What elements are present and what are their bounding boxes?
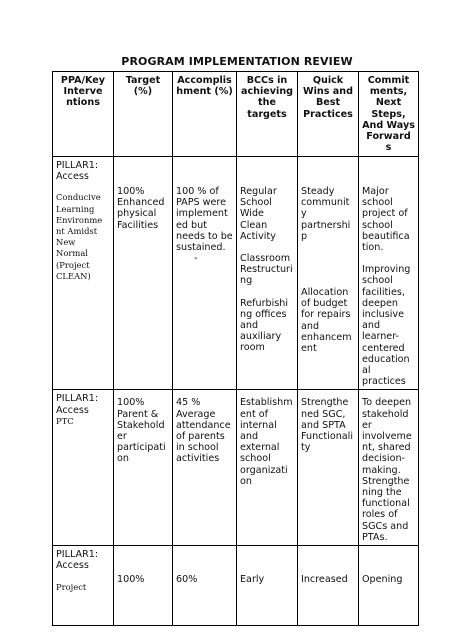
header-accomplishment: Accomplis hment (%) [173, 72, 237, 157]
accomplishment-cell [173, 546, 237, 626]
ppa-text: Conducive Learning Environme nt Amidst New Normal (Project CLEAN) [56, 192, 103, 281]
ppa-text: PTC [56, 415, 74, 426]
bcc-item: Early [240, 574, 265, 586]
commitments-cell [359, 157, 419, 390]
accomplishment-cell [173, 157, 237, 390]
quick-win-item: Strengthe ned SGC, and SPTA Functionali ty [301, 397, 354, 454]
bccs-cell [237, 157, 298, 390]
ppa-cell [53, 546, 114, 626]
header-bccs: BCCs in achieving the targets [237, 72, 298, 157]
ppa-cell [53, 390, 114, 546]
target-text: 100% Parent & Stakehold er participati on [117, 397, 166, 465]
header-ppa: PPA/Key Interve ntions [53, 72, 114, 157]
bcc-item: Refurbishi ng offices and auxiliary room [240, 297, 289, 354]
commitments-cell [359, 390, 419, 546]
table-row [53, 157, 419, 390]
quick-wins-cell [298, 390, 359, 546]
header-commitments: Commit ments, Next Steps, And Ways Forward s [359, 72, 419, 157]
accomplishment-text: 60% [176, 574, 198, 586]
quick-wins-cell [298, 546, 359, 626]
bcc-item: Establishm ent of internal and external school organizati on [240, 397, 293, 487]
program-review-table [52, 71, 419, 626]
accomplishment-text: 100 % of PAPS were implement ed but needs to be sustained. [176, 186, 233, 254]
target-text: 100% Enhanced physical Facilities [117, 186, 165, 231]
quick-win-item: Increased [301, 574, 348, 586]
accomplishment-cell [173, 390, 237, 546]
target-cell [114, 390, 173, 546]
header-target: Target (%) [114, 72, 173, 157]
document-title: PROGRAM IMPLEMENTATION REVIEW [121, 55, 353, 68]
target-cell [114, 546, 173, 626]
commitment-item: Opening [362, 574, 403, 586]
quick-wins-cell [298, 157, 359, 390]
bcc-item: Regular School Wide Clean Activity [240, 186, 277, 242]
pillar-label: PILLAR1: Access [56, 393, 99, 416]
header-quick-wins: Quick Wins and Best Practices [298, 72, 359, 157]
bcc-item: Classroom Restructuri ng [240, 253, 293, 287]
table-row [53, 546, 419, 626]
commitments-cell [359, 546, 419, 626]
target-text: 100% [117, 574, 145, 586]
bccs-cell [237, 390, 298, 546]
table-row [53, 390, 419, 546]
pillar-label: PILLAR1: Access [56, 160, 99, 183]
quick-win-item: Allocation of budget for repairs and enhancem ent [301, 287, 352, 355]
ppa-text: Project [56, 581, 87, 592]
accomplishment-note: - [194, 253, 198, 265]
commitment-item: Major school project of school beautifica tion. [362, 186, 410, 254]
commitment-item: To deepen stakehold er involveme nt, shared decision- making. Strengthe ning the functional roles of SGCs and PTAs. [362, 397, 412, 543]
bccs-cell [237, 546, 298, 626]
quick-win-item: Steady communit y partnershi p [301, 186, 351, 242]
ppa-cell [53, 157, 114, 390]
target-cell [114, 157, 173, 390]
commitment-item: Improving school facilities, deepen inclusive and learner- centered education al practices [362, 264, 411, 388]
accomplishment-text: 45 % Average attendance of parents in school activities [176, 397, 231, 465]
pillar-label: PILLAR1: Access [56, 549, 99, 572]
header-row [53, 72, 419, 157]
